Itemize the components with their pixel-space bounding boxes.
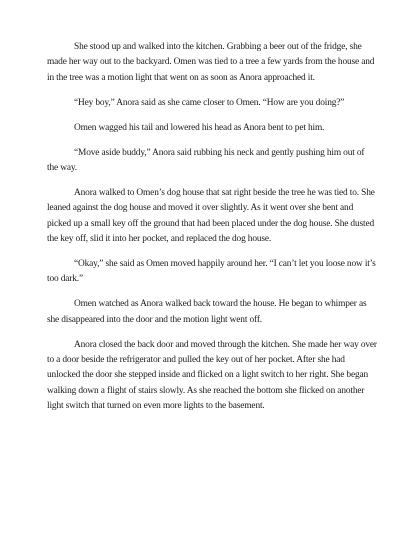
paragraph-8: Anora closed the back door and moved through the kitchen. She made her way over to a door beside the refrigerator and pulled the key out of her pocket. After she had unlocked the door she stepped inside and flicked on a light switch to her right. She began walking down a flight of stairs slowly. As she reached the bottom she flicked on another light switch that turned on even more lights to the basement. (47, 339, 377, 412)
paragraph-2: “Hey boy,” Anora said as she came closer to Omen. “How are you doing?” (74, 97, 345, 108)
paragraph-4: “Move aside buddy,” Anora said rubbing his neck and gently pushing him out of the way. (47, 147, 365, 173)
body-text (47, 40, 377, 424)
paragraph-5: Anora walked to Omen’s dog house that sat right beside the tree he was tied to. She leaned against the dog house and moved it over slightly. As it went over she bent and picked up a small key off the ground that had been placed under the dog house. She dusted the key off, slid it into her pocket, and replaced the dog house. (47, 187, 375, 245)
paragraph-7: Omen watched as Anora walked back toward the house. He began to whimper as she disappeared into the door and the motion light went off. (47, 299, 367, 325)
paragraph-1: She stood up and walked into the kitchen. Grabbing a beer out of the fridge, she made her way out to the backyard. Omen was tied to a tree a few yards from the house and in the tree was a motion light that went on as soon as Anora approached it. (47, 42, 375, 83)
paragraph-6: “Okay,” she said as Omen moved happily around her. “I can’t let you loose now it’s too dark.” (47, 258, 376, 285)
paragraph-3: Omen wagged his tail and lowered his head as Anora bent to pet him. (74, 122, 325, 133)
